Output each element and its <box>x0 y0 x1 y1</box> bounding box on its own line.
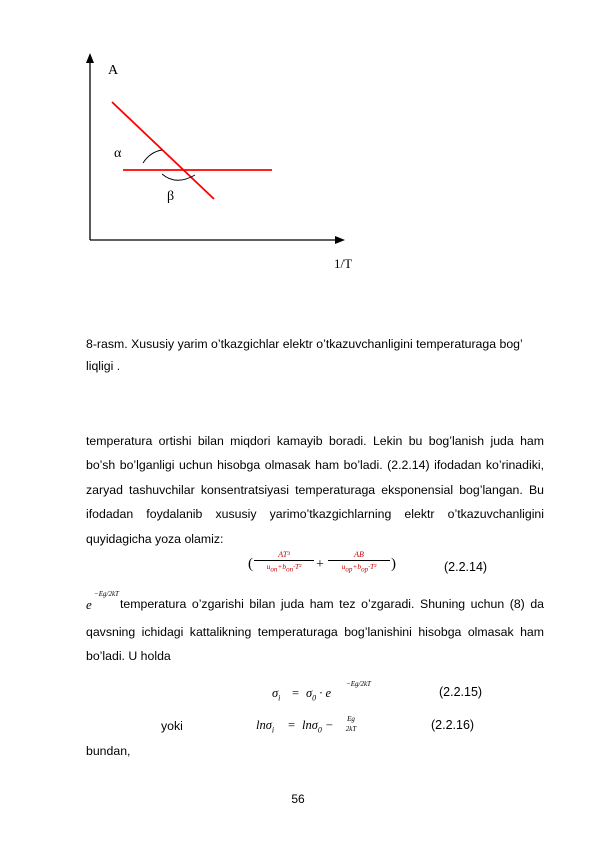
eq-2-2-16-rhs: lnσ$_0$ − <box>302 718 334 735</box>
figure-8 <box>0 0 595 290</box>
fraction-1-numerator: AT³ <box>278 550 290 559</box>
exp-power: −Eg/2kT <box>94 590 119 598</box>
fraction-2 <box>328 550 390 574</box>
exp-factor <box>86 590 122 614</box>
figure-caption <box>86 333 556 377</box>
fraction-2-numerator: AB <box>354 550 364 559</box>
equation-number-2-2-14: (2.2.14) <box>444 560 488 574</box>
open-paren: ( <box>248 556 253 572</box>
beta-arc <box>162 174 195 180</box>
fraction-1-denominator: $u_{on}+b_{on}\cdot T^2$ <box>266 562 302 574</box>
paragraph-1: temperatura ortishi bilan miqdori kamayib boradi. Lekin bu bog’lanish juda ham bo’sh bo’lganligi uchun hisobga olmasak ham bo’ladi. (2.2.14) ifodadan ko’rinadiki, zaryad tashuvchilar konsentratsiyasi temperaturaga eksponensial bog’langan. Bu ifodadan foydalanib xususiy yarimo’tkazgichlarning elektr o’tkazuvchanligini quyidagicha yoza olamiz: <box>86 434 544 546</box>
eq-2-2-15-power: −Eg/2kT <box>346 680 371 688</box>
bundan-text: bundan, <box>86 744 131 758</box>
close-paren: ) <box>391 556 396 572</box>
caption-line-2: liqligi . <box>86 359 121 373</box>
decreasing-line <box>112 102 214 199</box>
exp-base: e <box>86 597 92 612</box>
eq-2-2-16-lhs: lnσ$_i$ <box>256 718 275 735</box>
fraction-1-bar <box>254 560 314 561</box>
fraction-2-denominator: $u_{op}+b_{op}\cdot T^2$ <box>341 562 377 574</box>
eq-2-2-15-equals: = <box>292 686 300 700</box>
page-number: 56 <box>291 792 305 806</box>
alpha-label: α <box>114 146 122 161</box>
equation-number-2-2-15: (2.2.15) <box>439 685 483 699</box>
paragraph-2-first-line: temperatura o’zgarishi bilan juda ham tez o’zgaradi. Shuning uchun (8) da <box>120 597 544 611</box>
equation-2-2-15 <box>272 680 372 706</box>
paragraph-2: qavsning ichidagi kattalikning temperaturaga bog’lanishini hisobga olmasak ham bo’ladi. U holda <box>86 625 544 664</box>
eq-2-2-16-fraction: Eg 2kT <box>345 715 357 733</box>
yoki-word: yoki <box>161 719 183 733</box>
equation-number-2-2-16: (2.2.16) <box>431 718 475 732</box>
beta-label: β <box>167 189 175 204</box>
fraction-1 <box>254 550 314 574</box>
equation-2-2-14 <box>248 548 398 582</box>
caption-line-1: 8-rasm. Xususiy yarim o’tkazgichlar elektr o’tkazuvchanligini temperaturaga bog’ <box>86 337 523 351</box>
x-axis-arrow <box>335 236 345 244</box>
plus-sign: + <box>316 557 324 572</box>
fraction-2-bar <box>328 560 390 561</box>
y-axis-label: A <box>108 63 119 78</box>
eq-2-2-15-rhs: $\sigma_0 \cdot e$ <box>306 686 332 703</box>
equation-2-2-16 <box>256 712 366 738</box>
x-axis-label: 1/T <box>334 256 353 271</box>
y-axis-arrow <box>86 53 94 63</box>
eq-2-2-16-equals: = <box>288 718 296 732</box>
eq-2-2-15-lhs: $\sigma_i$ <box>272 686 281 703</box>
alpha-arc <box>143 150 162 163</box>
